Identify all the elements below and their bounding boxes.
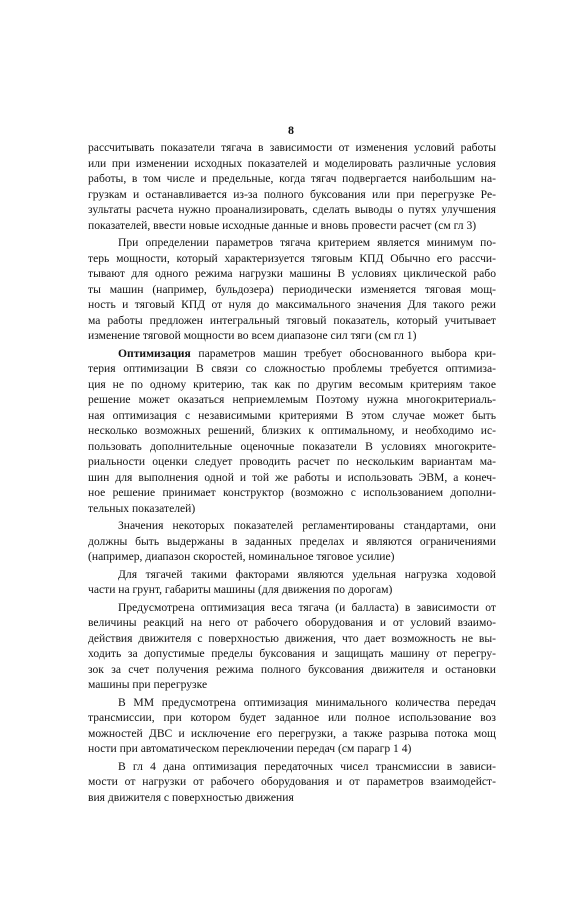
paragraph-6 xyxy=(88,600,496,693)
text-line: должны быть выдержаны в заданных пределах и являются ограничениями xyxy=(88,534,496,548)
page-number: 8 xyxy=(288,123,294,137)
text-line: терь мощности, который характеризуется тяговым КПД Обычно его рассчи- xyxy=(88,251,496,265)
paragraph-5 xyxy=(88,567,496,598)
text-line: вия движителя с поверхностью движения xyxy=(88,790,294,804)
text-line: ная оптимизация с независимыми критериями В этом случае может быть xyxy=(88,408,496,422)
text-line: ность и тяговый КПД от нуля до максимального значения Для такого режи xyxy=(88,298,496,311)
text-line: изменение тяговой мощности во всем диапазоне сил тяги (см гл 1) xyxy=(88,329,417,342)
text-line: пользовать дополнительные оценочные показатели В условиях многокрите- xyxy=(88,439,496,453)
text-line: шин для выполнения одной и той же работы и использовать ЭВМ, а конеч- xyxy=(88,470,496,484)
text-line: В ММ предусмотрена оптимизация минимального количества передач xyxy=(118,695,496,709)
text-line: В гл 4 дана оптимизация передаточных чисел трансмиссии в зависи- xyxy=(118,759,496,773)
text-line: ходить за допустимые пределы буксования и защищать машину от перегру- xyxy=(88,647,496,660)
text-line: терия оптимизации В связи со сложностью проблемы требуется оптимиза- xyxy=(88,362,496,375)
paragraph-8 xyxy=(88,759,496,806)
text-line: трансмиссии, при котором будет заданное или полное использование воз xyxy=(88,711,496,724)
text-line: ма работы предложен интегральный тяговый показатель, который учитывает xyxy=(88,313,496,327)
text-line xyxy=(88,346,496,362)
text-line: ное решение принимает конструктор (возможно с использованием дополни- xyxy=(88,486,496,499)
text-line: (например, диапазон скоростей, номинальное тяговое усилие) xyxy=(88,550,395,563)
text-line: мости от нагрузки от рабочего оборудования и от параметров взаимодейст- xyxy=(88,775,496,788)
text-line: величины реакций на него от рабочего оборудования и от условий взаимо- xyxy=(88,616,496,629)
text-line: ция не по одному критерию, так как по другим весомым критериям такое xyxy=(88,377,496,391)
text-line: тывают для одного режима нагрузки машины В условиях циклической рабо xyxy=(88,267,496,280)
text-line: действия движителя с поверхностью движения, что дает возможность не вы- xyxy=(88,631,496,645)
body-text xyxy=(88,140,496,807)
text-line: несколько возможных решений, близких к оптимальному, и необходимо ис- xyxy=(88,424,496,437)
text-line: машины при перегрузке xyxy=(88,678,208,691)
text-line: При определении параметров тягача критерием является минимум по- xyxy=(118,236,496,249)
text-line: можностей ДВС и исключение его перегрузки, а также разрыва потока мощ xyxy=(88,726,496,740)
text-line: Значения некоторых показателей регламентированы стандартами, они xyxy=(118,519,496,532)
text-line: Для тягачей такими факторами являются удельная нагрузка ходовой xyxy=(118,567,496,581)
paragraph-3 xyxy=(88,346,496,517)
text-line: работы, в том числе и предельные, когда тягач подвергается наибольшим на- xyxy=(88,172,496,185)
text-line: грузкам и останавливается из-за полного буксования или при перегрузке Ре- xyxy=(88,187,496,201)
text-fragment: параметров машин требует обоснованного выбора кри- xyxy=(190,346,496,360)
text-line: ты машин (например, бульдозера) периодически изменяется тяговая мощ- xyxy=(88,282,496,296)
bold-term: Оптимизация xyxy=(118,346,191,360)
text-line: части на грунт, габариты машины (для движения по дорогам) xyxy=(88,583,393,596)
text-line: тельных показателей) xyxy=(88,501,196,515)
text-line: решение может оказаться неприемлемым Поэтому нужна многокритериаль- xyxy=(88,393,496,406)
paragraph-2 xyxy=(88,235,496,344)
paragraph-1 xyxy=(88,140,496,233)
text-line: риальности оценки следует проводить расчет по нескольким вариантам ма- xyxy=(88,455,496,468)
paragraph-4 xyxy=(88,518,496,565)
text-line: Предусмотрена оптимизация веса тягача (и балласта) в зависимости от xyxy=(118,600,496,614)
text-line: рассчитывать показатели тягача в зависимости от изменения условий работы xyxy=(88,141,496,154)
text-line: зультаты расчета нужно проанализировать, сделать выводы о путях улучшения xyxy=(88,203,496,216)
text-line: ности при автоматическом переключении передач (см парагр 1 4) xyxy=(88,742,412,755)
text-line: зок за счет получения режима полного буксования движителя и остановки xyxy=(88,662,496,676)
paragraph-7 xyxy=(88,695,496,757)
text-line: показателей, ввести новые исходные данные и вновь провести расчет (см гл 3) xyxy=(88,218,477,232)
text-line: или при изменении исходных показателей и моделировать различные условия xyxy=(88,156,496,170)
